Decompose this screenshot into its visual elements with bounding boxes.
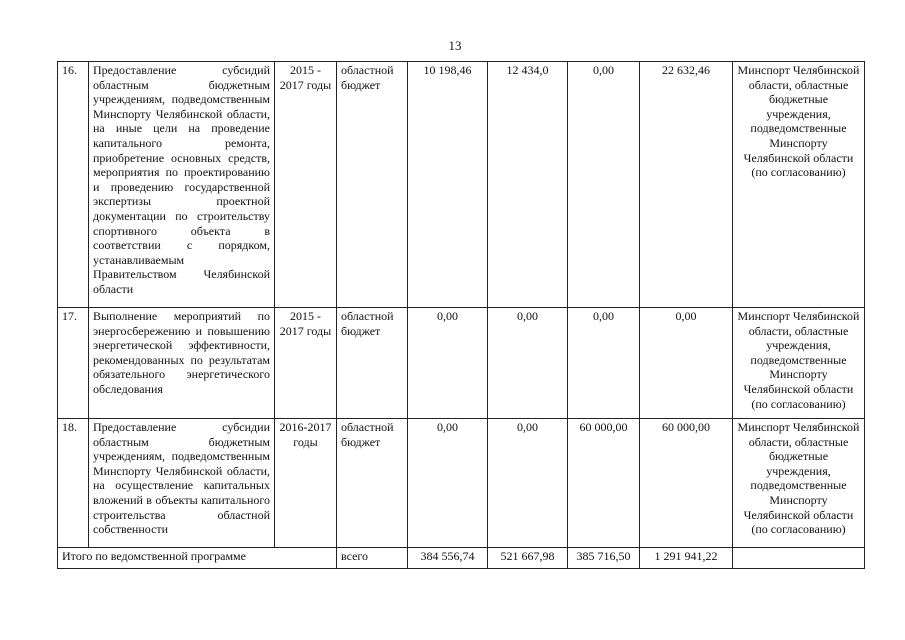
amount-total: 60 000,00 — [640, 419, 733, 548]
total-executor — [733, 548, 865, 569]
amount-2015: 0,00 — [408, 419, 488, 548]
total-2016: 521 667,98 — [488, 548, 568, 569]
total-2017: 385 716,50 — [568, 548, 640, 569]
total-source: всего — [337, 548, 408, 569]
total-2015: 384 556,74 — [408, 548, 488, 569]
period-cell: 2015 - 2017 годы — [275, 308, 337, 419]
amount-2017: 0,00 — [568, 308, 640, 419]
page-number: 13 — [448, 38, 462, 53]
amount-2015: 0,00 — [408, 308, 488, 419]
period-cell: 2015 - 2017 годы — [275, 62, 337, 308]
executor-cell: Минспорт Челябинской области, областные учреждения, подведомственные Минспорту Челябинской области (по согласованию) — [733, 308, 865, 419]
amount-2017: 60 000,00 — [568, 419, 640, 548]
total-sum: 1 291 941,22 — [640, 548, 733, 569]
amount-2016: 0,00 — [488, 308, 568, 419]
program-table — [57, 61, 865, 569]
amount-2015: 10 198,46 — [408, 62, 488, 308]
table-row — [58, 419, 865, 548]
funding-source: областной бюджет — [337, 308, 408, 419]
executor-cell: Минспорт Челябинской области, областные бюджетные учреждения, подведомственные Минспорту Челябинской области (по согласованию) — [733, 419, 865, 548]
executor-cell: Минспорт Челябинской области, областные бюджетные учреждения, подведомственные Минспорту Челябинской области (по согласованию) — [733, 62, 865, 308]
measure-description: Предоставление субсидии областным бюджетным учреждениям, подведомственным Минспорту Челябинской области, на осуществление капитальных вложений в объекты капитального строительства областной собственности — [89, 419, 275, 548]
table-row — [58, 308, 865, 419]
row-number: 17. — [58, 308, 89, 419]
measure-description: Выполнение мероприятий по энергосбережению и повышению энергетической эффективности, рекомендованных по результатам обязательного энергетического обследования — [89, 308, 275, 419]
row-number: 16. — [58, 62, 89, 308]
amount-total: 0,00 — [640, 308, 733, 419]
funding-source: областной бюджет — [337, 419, 408, 548]
row-number: 18. — [58, 419, 89, 548]
total-label: Итого по ведомственной программе — [58, 548, 337, 569]
total-row — [58, 548, 865, 569]
measure-description: Предоставление субсидий областным бюджетным учреждениям, подведомственным Минспорту Челябинской области, на иные цели на проведение капитального ремонта, приобретение основных средств, мероприятия по проектированию и проведению государственной экспертизы проектной документации по строительству спортивного объекта в соответствии с порядком, устанавливаемым Правительством Челябинской области — [89, 62, 275, 308]
funding-source: областной бюджет — [337, 62, 408, 308]
amount-2016: 0,00 — [488, 419, 568, 548]
amount-total: 22 632,46 — [640, 62, 733, 308]
amount-2016: 12 434,0 — [488, 62, 568, 308]
amount-2017: 0,00 — [568, 62, 640, 308]
table-row — [58, 62, 865, 308]
period-cell: 2016-2017 годы — [275, 419, 337, 548]
